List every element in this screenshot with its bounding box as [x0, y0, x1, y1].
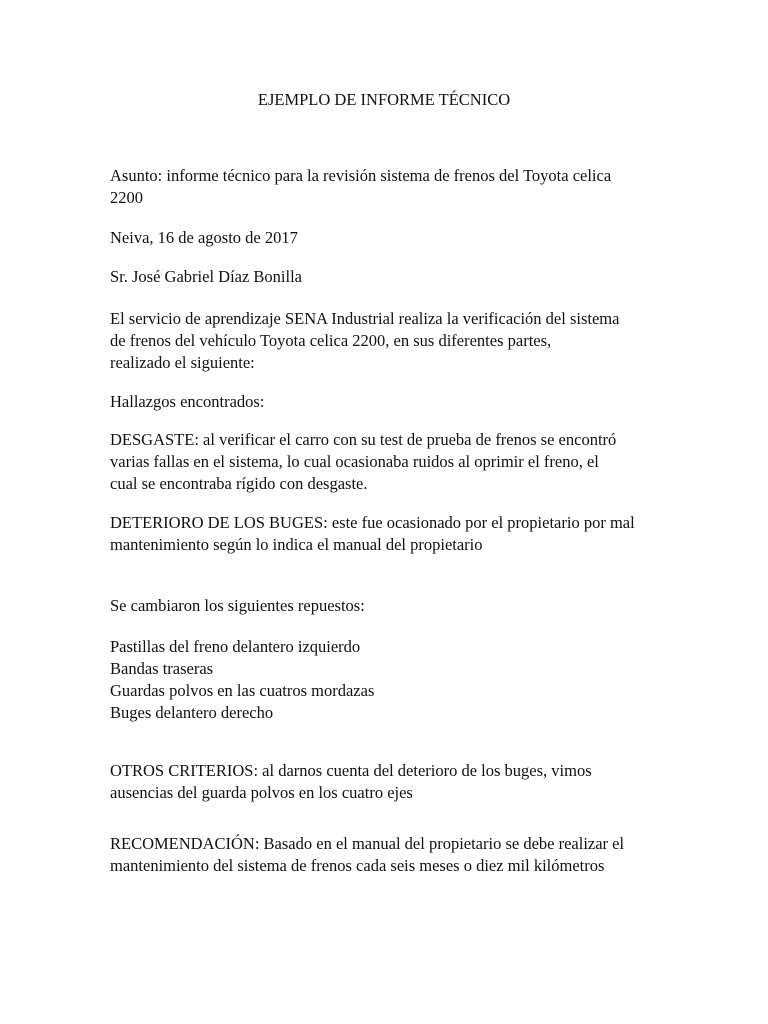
otros-line-2: ausencias del guarda polvos en los cuatro ejes — [110, 783, 413, 802]
desgaste-line-1: DESGASTE: al verificar el carro con su test de prueba de frenos se encontró — [110, 430, 617, 449]
asunto-line-1: Asunto: informe técnico para la revisión sistema de frenos del Toyota celica — [110, 166, 612, 185]
asunto-line-2: 2200 — [110, 188, 143, 207]
deterioro-line-1: DETERIORO DE LOS BUGES: este fue ocasionado por el propietario por mal — [110, 513, 635, 532]
list-item: Pastillas del freno delantero izquierdo — [110, 637, 361, 656]
desgaste-line-3: cual se encontraba rígido con desgaste. — [110, 474, 368, 493]
parts-heading: Se cambiaron los siguientes repuestos: — [110, 596, 365, 615]
recipient-line: Sr. José Gabriel Díaz Bonilla — [110, 267, 303, 286]
intro-line-3: realizado el siguiente: — [110, 353, 255, 372]
intro-line-1: El servicio de aprendizaje SENA Industrial realiza la verificación del sistema — [110, 309, 620, 328]
list-item: Buges delantero derecho — [110, 703, 274, 722]
deterioro-line-2: mantenimiento según lo indica el manual del propietario — [110, 535, 483, 554]
desgaste-line-2: varias fallas en el sistema, lo cual ocasionaba ruidos al oprimir el freno, el — [110, 452, 599, 471]
list-item: Guardas polvos en las cuatros mordazas — [110, 681, 375, 700]
list-item: Bandas traseras — [110, 659, 214, 678]
intro-line-2: de frenos del vehículo Toyota celica 2200, en sus diferentes partes, — [110, 331, 552, 350]
date-line: Neiva, 16 de agosto de 2017 — [110, 228, 298, 247]
recomendacion-line-1: RECOMENDACIÓN: Basado en el manual del propietario se debe realizar el — [110, 834, 625, 853]
recomendacion-line-2: mantenimiento del sistema de frenos cada seis meses o diez mil kilómetros — [110, 856, 605, 875]
otros-line-1: OTROS CRITERIOS: al darnos cuenta del deterioro de los buges, vimos — [110, 761, 592, 780]
findings-heading: Hallazgos encontrados: — [110, 392, 265, 411]
document-title: EJEMPLO DE INFORME TÉCNICO — [257, 90, 511, 109]
